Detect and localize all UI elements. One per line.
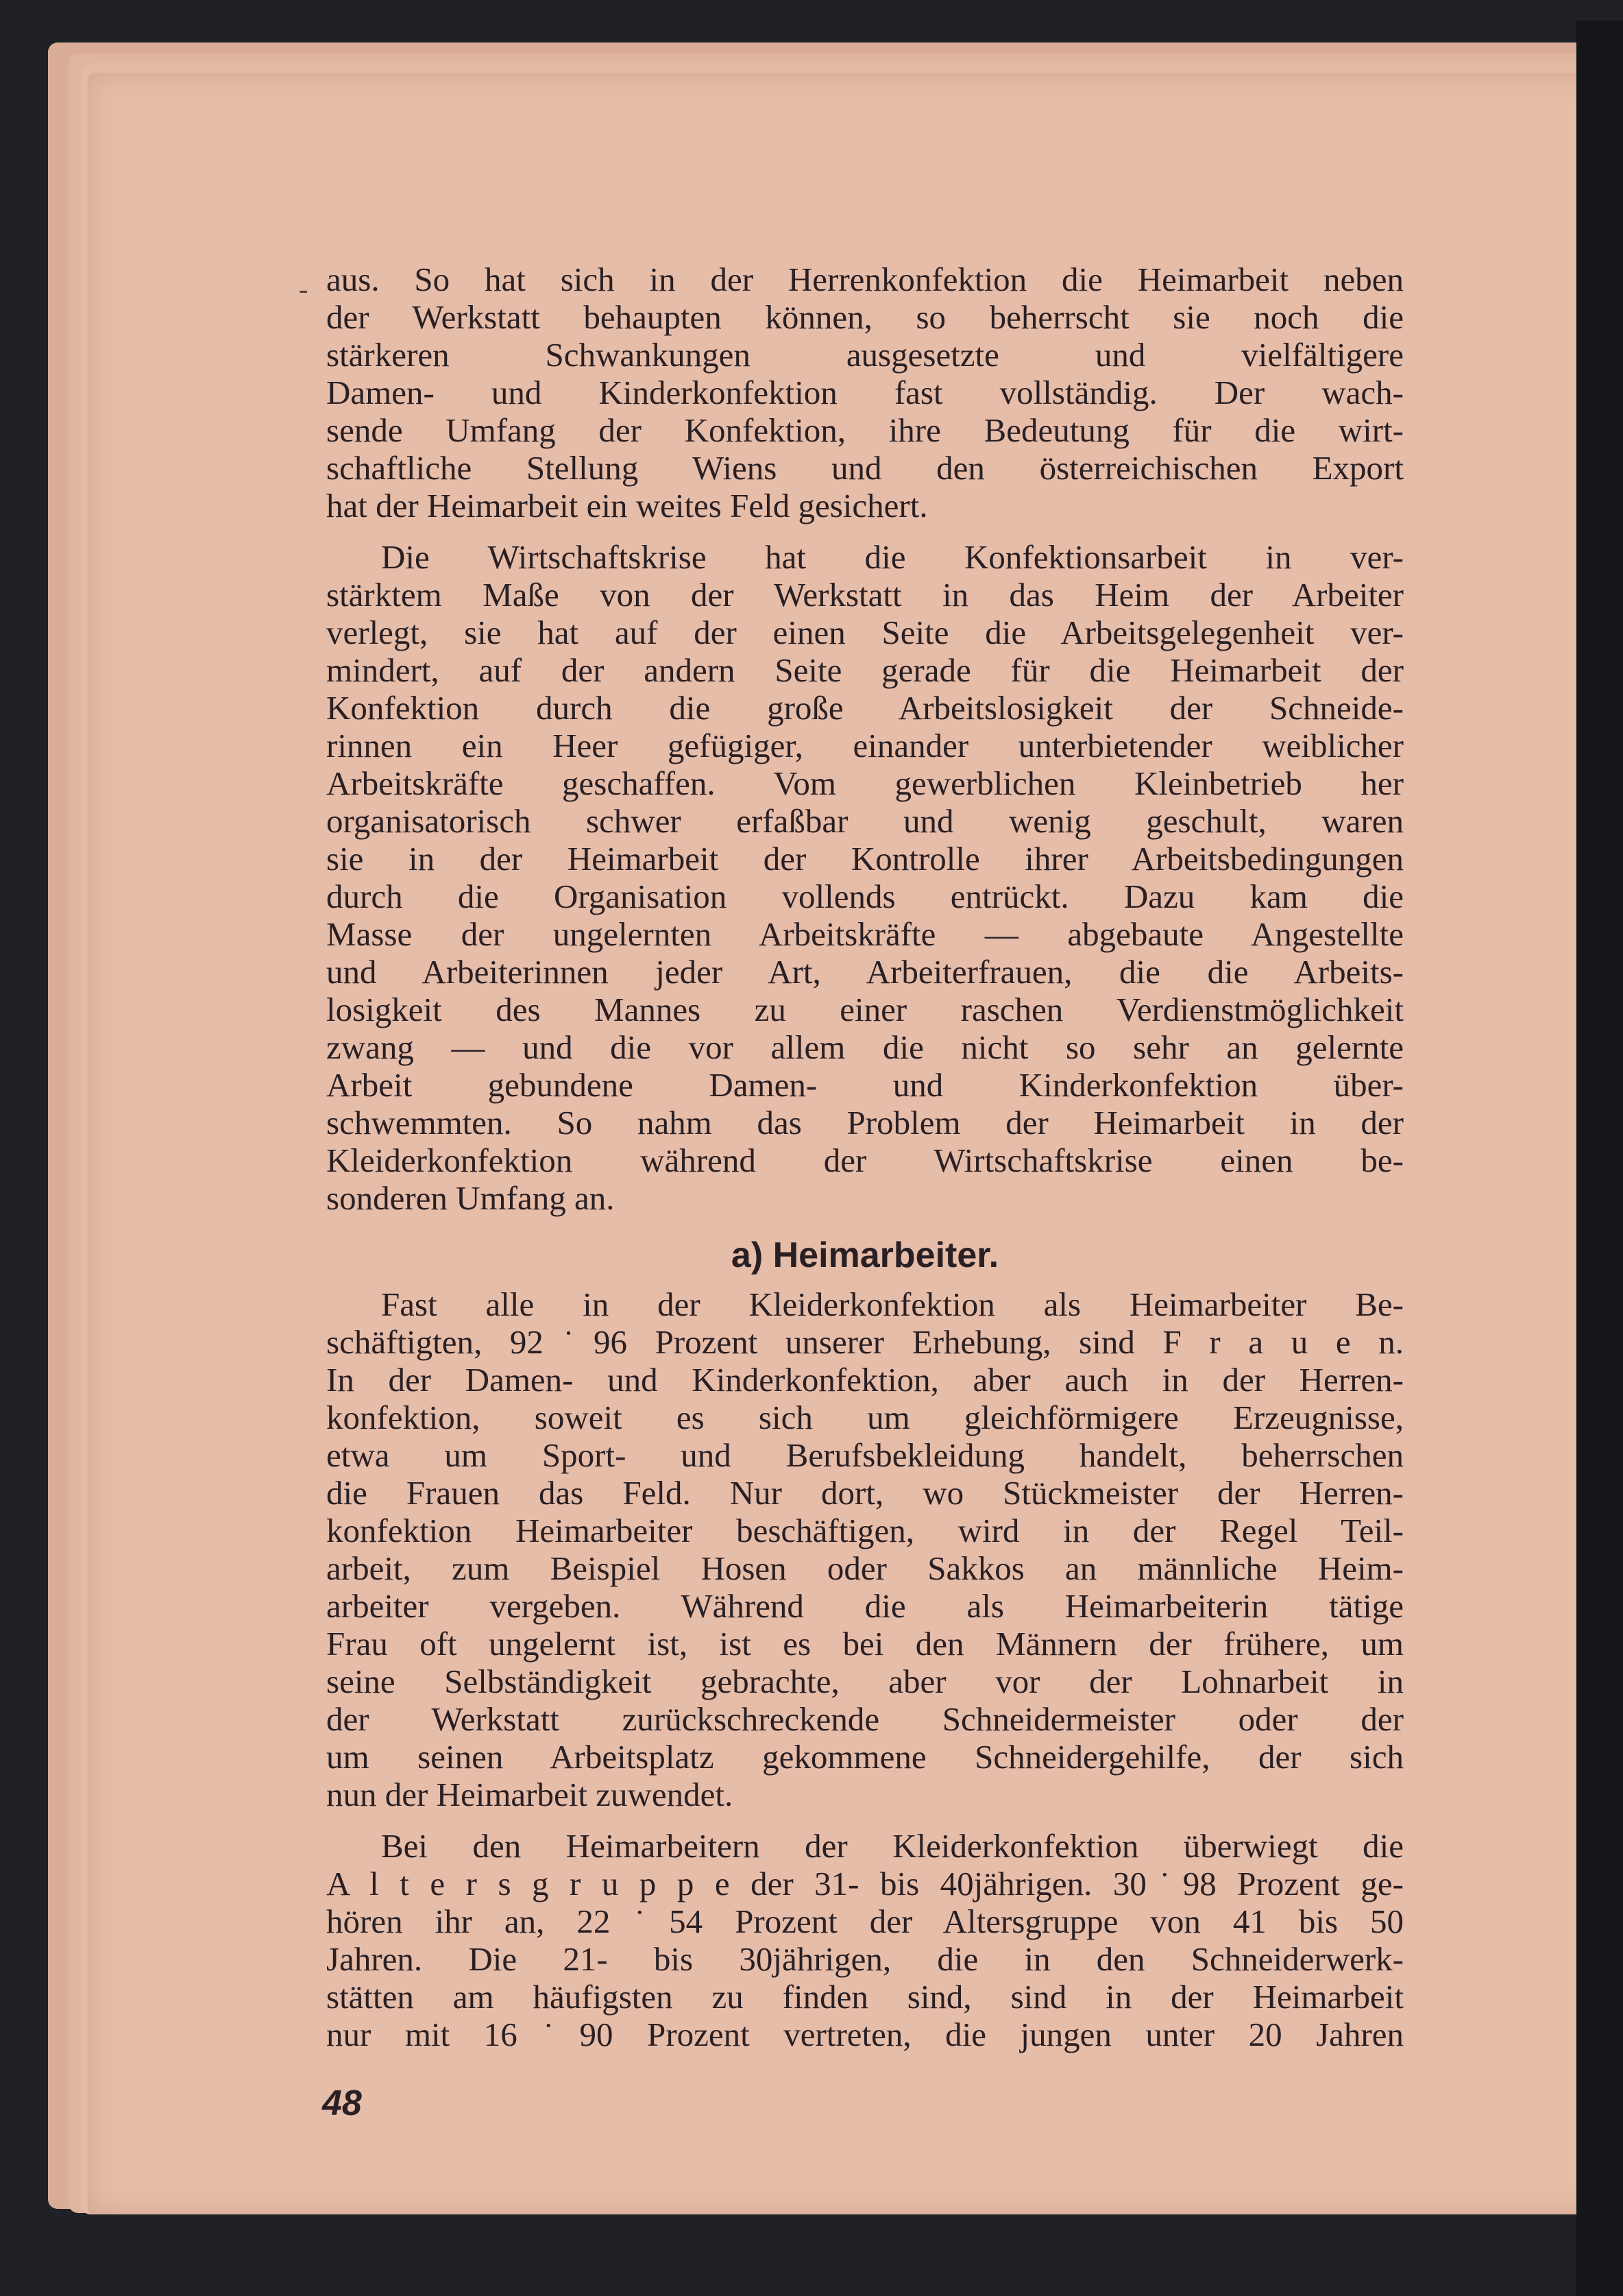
text-line: nun der Heimarbeit zuwendet. bbox=[326, 1776, 733, 1813]
text-line: Fast alle in der Kleiderkonfektion als Heimarbeiter Be- bbox=[381, 1285, 1404, 1323]
text-line: der Werkstatt behaupten können, so beherrscht sie noch die bbox=[326, 298, 1404, 336]
text-line: Damen- und Kinderkonfektion fast vollständig. Der wach- bbox=[326, 374, 1404, 411]
text-line: zwang — und die vor allem die nicht so sehr an gelernte bbox=[326, 1028, 1404, 1066]
text-line: konfektion, soweit es sich um gleichförmigere Erzeugnisse, bbox=[326, 1399, 1404, 1436]
text-line: etwa um Sport- und Berufsbekleidung handelt, beherrschen bbox=[326, 1436, 1404, 1474]
page-body bbox=[326, 261, 1404, 2053]
text-line: arbeit, zum Beispiel Hosen oder Sakkos an männliche Heim- bbox=[326, 1549, 1404, 1587]
text-line: In der Damen- und Kinderkonfektion, aber auch in der Herren- bbox=[326, 1361, 1404, 1399]
paragraph-1 bbox=[326, 261, 1404, 524]
text-line: Kleiderkonfektion während der Wirtschaftskrise einen be- bbox=[326, 1141, 1404, 1179]
text-line: seine Selbständigkeit gebrachte, aber vor der Lohnarbeit in bbox=[326, 1663, 1404, 1700]
text-line: hat der Heimarbeit ein weites Feld gesichert. bbox=[326, 487, 928, 524]
text-line: schaftliche Stellung Wiens und den österreichischen Export bbox=[326, 449, 1404, 487]
paragraph-2 bbox=[326, 538, 1404, 1217]
text-line: und Arbeiterinnen jeder Art, Arbeiterfrauen, die die Arbeits- bbox=[326, 953, 1404, 991]
text-line: Jahren. Die 21- bis 30jährigen, die in den Schneiderwerk- bbox=[326, 1940, 1404, 1978]
text-line: losigkeit des Mannes zu einer raschen Verdienstmöglichkeit bbox=[326, 991, 1404, 1028]
text-line: Arbeit gebundene Damen- und Kinderkonfektion über- bbox=[326, 1066, 1404, 1104]
paragraph-3 bbox=[326, 1285, 1404, 1813]
text-line: Bei den Heimarbeitern der Kleiderkonfektion überwiegt die bbox=[381, 1827, 1404, 1865]
text-line: sende Umfang der Konfektion, ihre Bedeutung für die wirt- bbox=[326, 411, 1404, 449]
text-line: aus. So hat sich in der Herrenkonfektion die Heimarbeit neben bbox=[326, 261, 1404, 298]
page-number: 48 bbox=[322, 2083, 362, 2123]
text-line: organisatorisch schwer erfaßbar und wenig geschult, waren bbox=[326, 802, 1404, 840]
text-line: stärktem Maße von der Werkstatt in das Heim der Arbeiter bbox=[326, 576, 1404, 614]
text-line: durch die Organisation vollends entrückt. Dazu kam die bbox=[326, 878, 1404, 915]
text-line: hören ihr an, 22˙54 Prozent der Altersgruppe von 41 bis 50 bbox=[326, 1902, 1404, 1940]
text-line: mindert, auf der andern Seite gerade für die Heimarbeit der bbox=[326, 651, 1404, 689]
text-line: arbeiter vergeben. Während die als Heimarbeiterin tätige bbox=[326, 1587, 1404, 1625]
book-binding bbox=[1576, 21, 1623, 2296]
paragraph-4 bbox=[326, 1827, 1404, 2053]
text-line: Masse der ungelernten Arbeitskräfte — abgebaute Angestellte bbox=[326, 915, 1404, 953]
text-line: stärkeren Schwankungen ausgesetzte und vielfältigere bbox=[326, 336, 1404, 374]
text-line: die Frauen das Feld. Nur dort, wo Stückmeister der Herren- bbox=[326, 1474, 1404, 1512]
text-line: Konfektion durch die große Arbeitslosigkeit der Schneide- bbox=[326, 689, 1404, 727]
text-line: A l t e r s g r u p p e der 31- bis 40jährigen. 30˙98 Prozent ge- bbox=[326, 1865, 1404, 1902]
text-line: sonderen Umfang an. bbox=[326, 1179, 615, 1217]
text-line: rinnen ein Heer gefügiger, einander unterbietender weiblicher bbox=[326, 727, 1404, 764]
margin-mark: - bbox=[299, 274, 308, 304]
text-line: um seinen Arbeitsplatz gekommene Schneidergehilfe, der sich bbox=[326, 1738, 1404, 1776]
text-line: sie in der Heimarbeit der Kontrolle ihrer Arbeitsbedingungen bbox=[326, 840, 1404, 878]
text-line: Arbeitskräfte geschaffen. Vom gewerblichen Kleinbetrieb her bbox=[326, 764, 1404, 802]
text-line: konfektion Heimarbeiter beschäftigen, wird in der Regel Teil- bbox=[326, 1512, 1404, 1549]
text-line: der Werkstatt zurückschreckende Schneidermeister oder der bbox=[326, 1700, 1404, 1738]
text-line: Die Wirtschaftskrise hat die Konfektionsarbeit in ver- bbox=[381, 538, 1404, 576]
text-line: Frau oft ungelernt ist, ist es bei den Männern der frühere, um bbox=[326, 1625, 1404, 1663]
text-line: stätten am häufigsten zu finden sind, sind in der Heimarbeit bbox=[326, 1978, 1404, 2016]
section-heading: a) Heimarbeiter. bbox=[731, 1235, 999, 1275]
text-line: schwemmten. So nahm das Problem der Heimarbeit in der bbox=[326, 1104, 1404, 1141]
text-line: nur mit 16˙90 Prozent vertreten, die jungen unter 20 Jahren bbox=[326, 2016, 1404, 2053]
text-line: schäftigten, 92˙96 Prozent unserer Erhebung, sind F r a u e n. bbox=[326, 1323, 1404, 1361]
text-line: verlegt, sie hat auf der einen Seite die Arbeitsgelegenheit ver- bbox=[326, 614, 1404, 651]
